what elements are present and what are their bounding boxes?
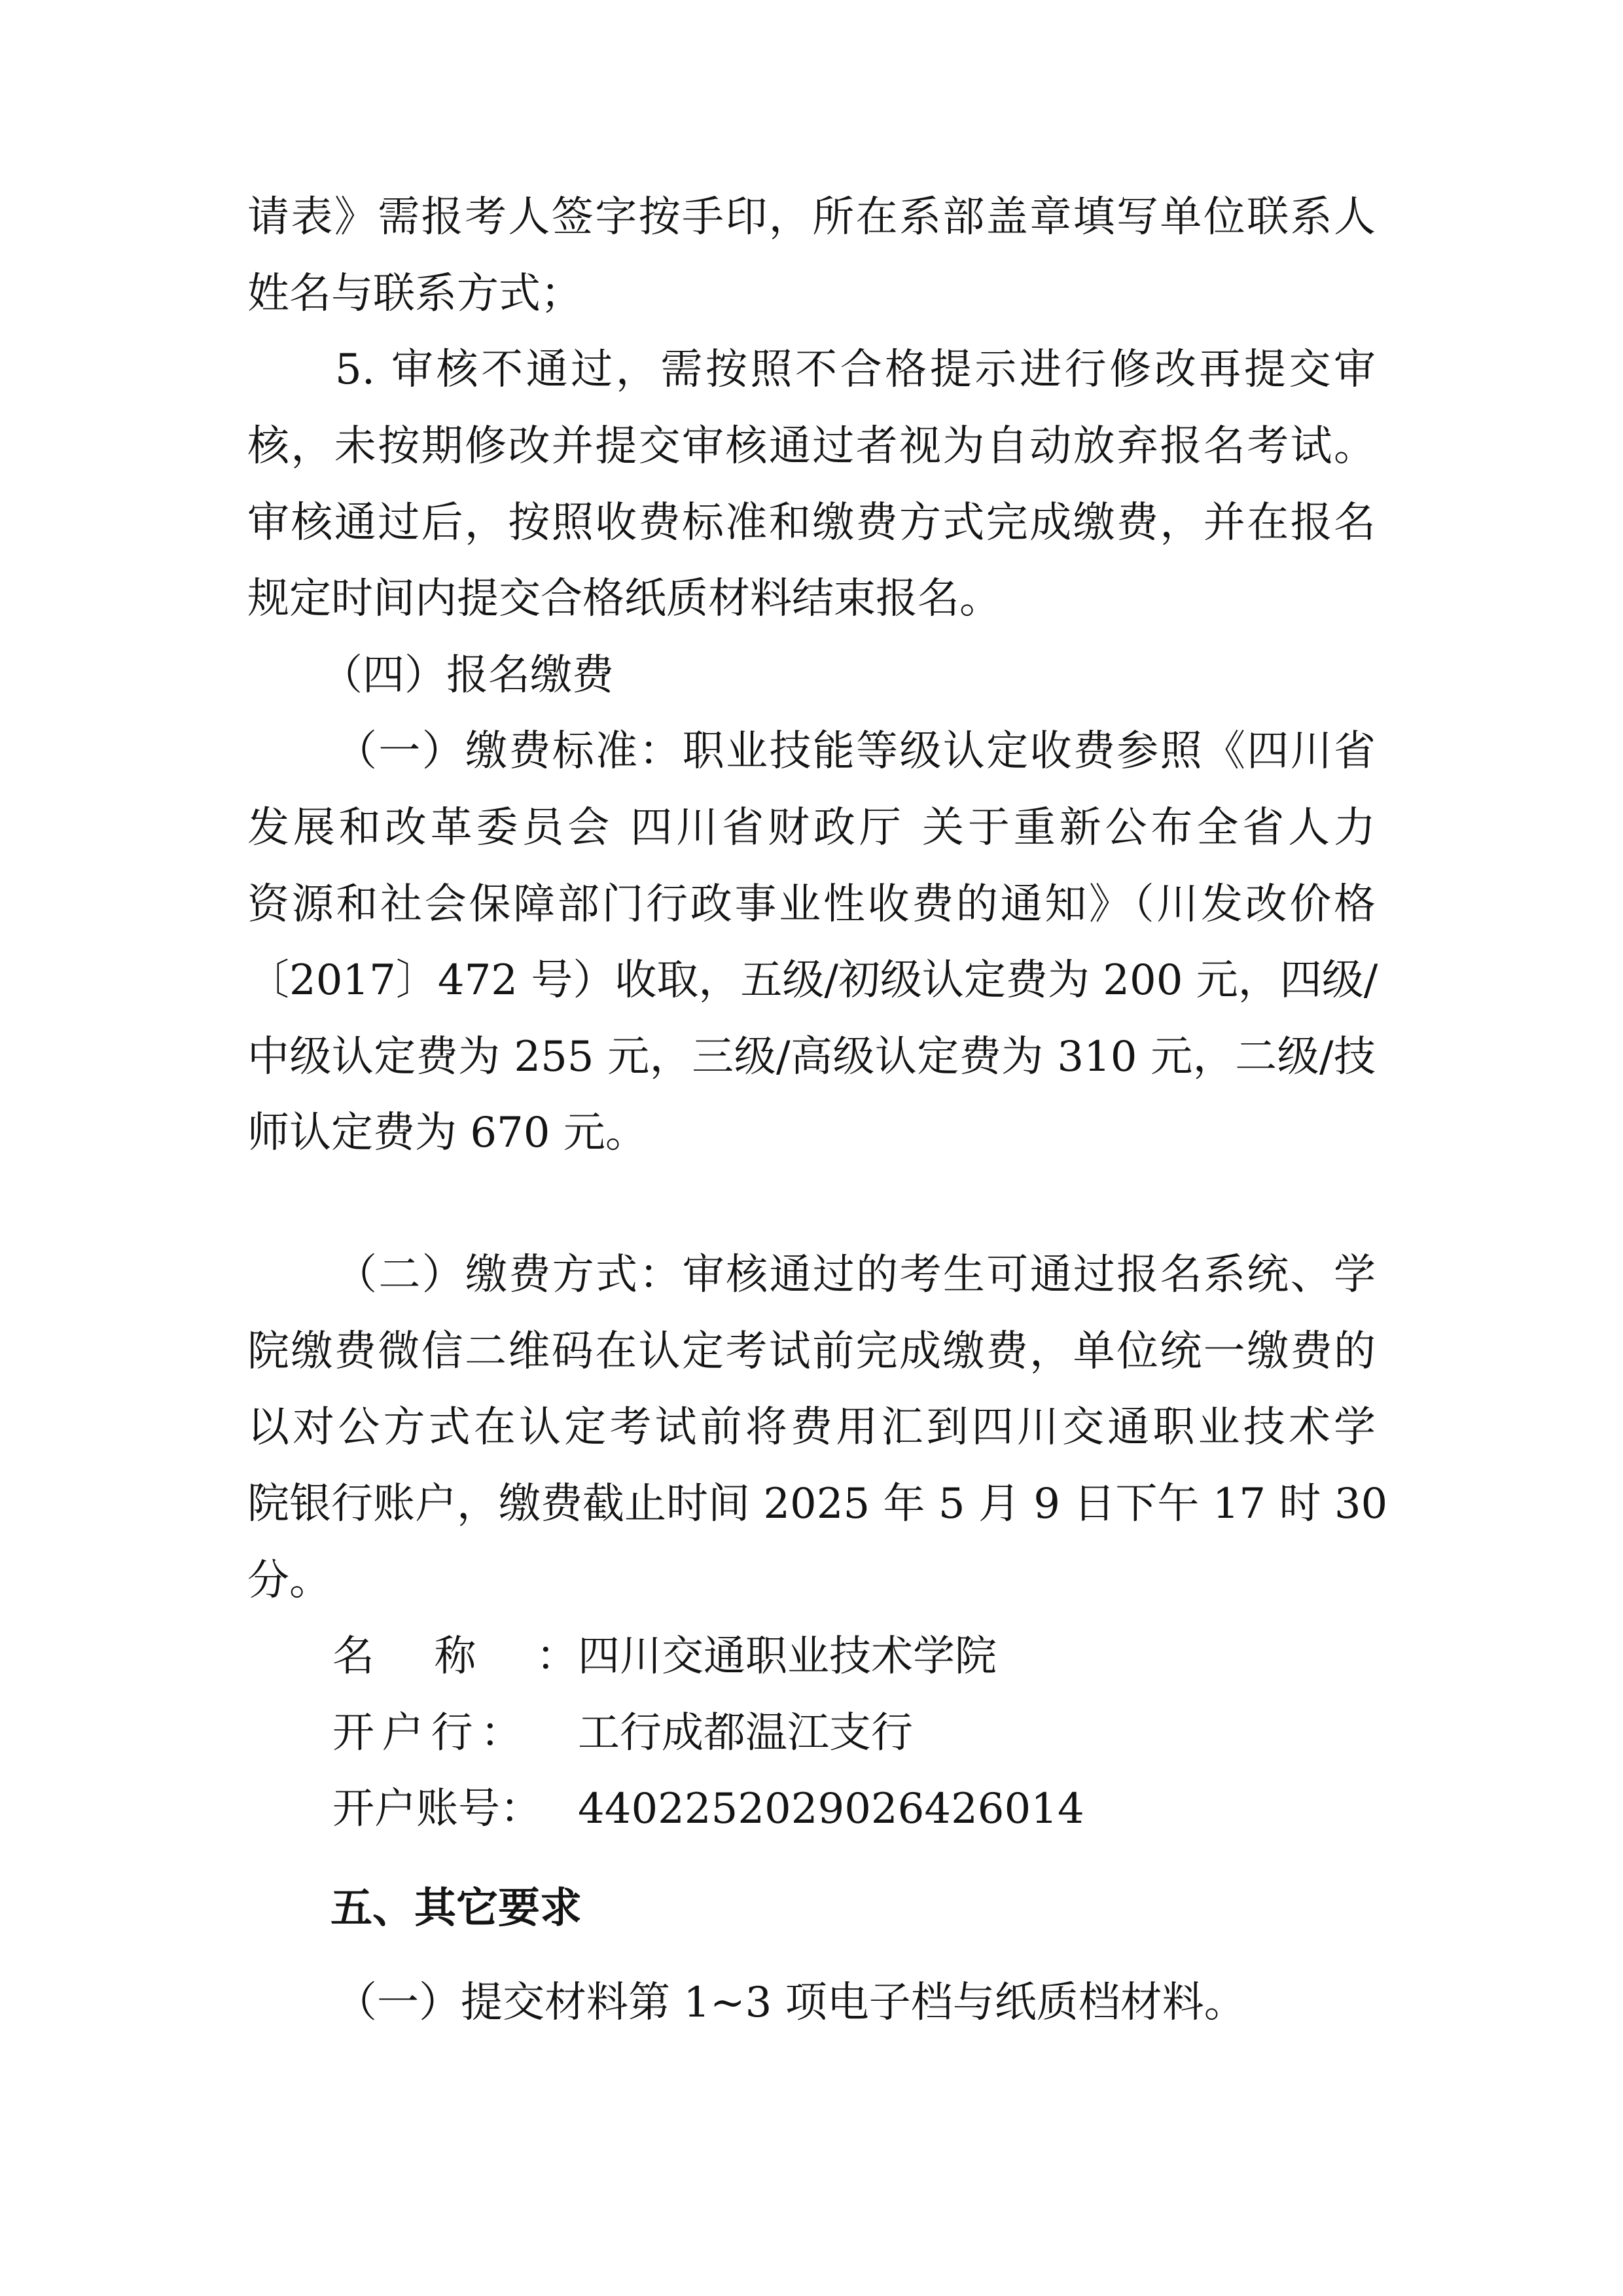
bank-branch-value: 工行成都温江支行	[578, 1709, 913, 1757]
paragraph-line: 院缴费微信二维码在认定考试前完成缴费，单位统一缴费的	[247, 1327, 1376, 1376]
bank-branch-label: 开户行：	[332, 1709, 522, 1757]
section-five-title: 五、其它要求	[330, 1884, 582, 1933]
paragraph-line: 核，未按期修改并提交审核通过者视为自动放弃报名考试。	[247, 422, 1376, 471]
paragraph-line: 姓名与联系方式；	[247, 270, 582, 318]
bank-name-row	[332, 1627, 997, 1686]
paragraph-line: 以对公方式在认定考试前将费用汇到四川交通职业技术学	[247, 1403, 1376, 1452]
paragraph-line: 师认定费为 670 元。	[247, 1109, 647, 1157]
paragraph-line: （二）缴费方式：审核通过的考生可通过报名系统、学	[335, 1251, 1376, 1299]
paragraph-line: 分。	[247, 1556, 331, 1605]
paragraph-line: 中级认定费为 255 元，三级/高级认定费为 310 元，二级/技	[247, 1033, 1376, 1081]
bank-name-value: 四川交通职业技术学院	[578, 1632, 997, 1681]
paragraph-line: 5. 审核不通过，需按照不合格提示进行修改再提交审	[335, 346, 1376, 394]
paragraph-line: 规定时间内提交合格纸质材料结束报名。	[247, 575, 1001, 623]
paragraph-line: 〔2017〕472 号）收取，五级/初级认定费为 200 元，四级/	[247, 956, 1378, 1005]
bank-branch-row	[332, 1704, 913, 1763]
section-heading: （四）报名缴费	[321, 651, 614, 700]
paragraph-line: 发展和改革委员会 四川省财政厅 关于重新公布全省人力	[247, 804, 1376, 852]
bank-account-row	[332, 1780, 1084, 1839]
paragraph-line: （一）缴费标准：职业技能等级认定收费参照《四川省	[335, 727, 1376, 776]
paragraph-line: 院银行账户，缴费截止时间 2025 年 5 月 9 日下午 17 时 30	[247, 1480, 1388, 1528]
bank-account-value: 4402252029026426014	[578, 1785, 1084, 1833]
paragraph-line: 资源和社会保障部门行政事业性收费的通知》（川发改价格	[247, 880, 1376, 929]
section-five-item: （一）提交材料第 1~3 项电子档与纸质档材料。	[335, 1979, 1246, 2027]
bank-name-label: 名称：	[332, 1632, 578, 1681]
paragraph-line: 审核通过后，按照收费标准和缴费方式完成缴费，并在报名	[247, 499, 1376, 547]
paragraph-line: 请表》需报考人签字按手印，所在系部盖章填写单位联系人	[247, 193, 1376, 242]
bank-account-label: 开户账号：	[332, 1785, 542, 1833]
